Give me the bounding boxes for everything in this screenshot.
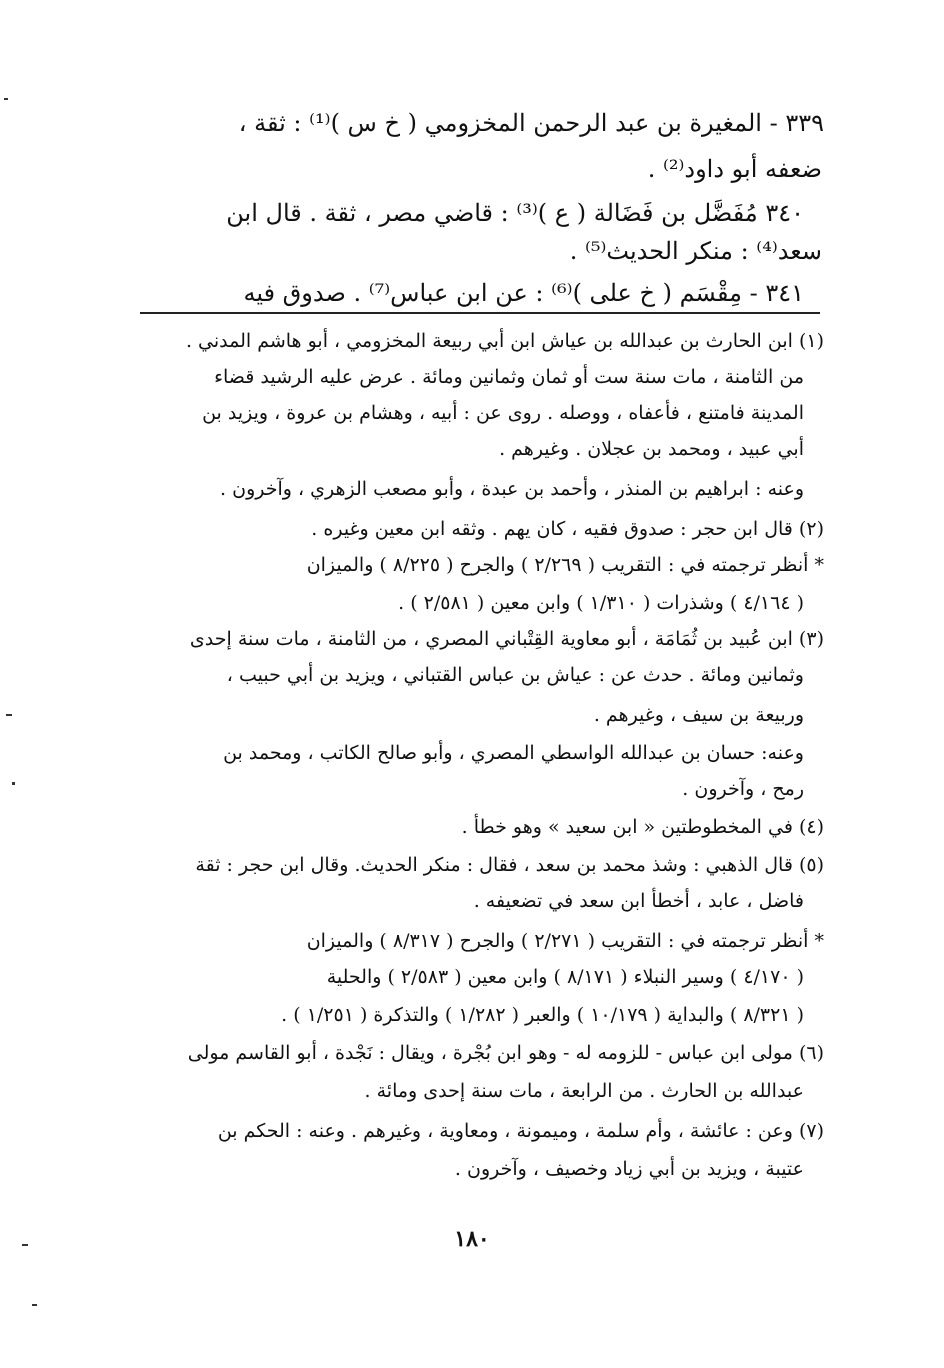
footnote-line: (٦) مولى ابن عباس - للزومه له - وهو ابن بُجْرة ، ويقال : نَجْدة ، أبو القاسم مولى [187,1042,824,1064]
scan-speck [12,782,15,785]
footnote-line: (١) ابن الحارث بن عبدالله بن عياش ابن أبي ربيعة المخزومي ، أبو هاشم المدني . [185,330,824,352]
scan-speck [32,1304,37,1306]
footnote-line: (٧) وعن : عائشة ، وأم سلمة ، وميمونة ، ومعاوية ، وغيرهم . وعنه : الحكم بن [217,1120,824,1142]
footnote-line: فاضل ، عابد ، أخطأ ابن سعد في تضعيفه . [473,890,804,912]
footnote-line: عتيبة ، ويزيد بن أبي زياد وخصيف ، وآخرون . [454,1158,804,1180]
footnote-line: (٤) في المخطوطتين « ابن سعيد » وهو خطأ . [461,816,824,838]
footnote-line: (٢) قال ابن حجر : صدوق فقيه ، كان يهم . وثقه ابن معين وغيره . [311,518,824,540]
footnote-line: رمح ، وآخرون . [682,778,804,800]
footnote-line: (٣) ابن عُبيد بن ثُمَامَة ، أبو معاوية القِتْباني المصري ، من الثامنة ، مات سنة إحدى [189,628,824,650]
entry-340-line1: ٣٤٠ مُفَضَّل بن فَضَالة ( ع )⁽³⁾ : قاضي مصر ، ثقة . قال ابن [226,199,804,227]
footnote-line: أبي عبيد ، ومحمد بن عجلان . وغيرهم . [499,438,804,460]
footnote-line: وثمانين ومائة . حدث عن : عياش بن عباس القتباني ، ويزيد بن أبي حبيب ، [226,664,804,686]
footnote-line: (٥) قال الذهبي : وشذ محمد بن سعد ، فقال : منكر الحديث. وقال ابن حجر : ثقة [195,854,824,876]
footnote-line: عبدالله بن الحارث . من الرابعة ، مات سنة إحدى ومائة . [364,1080,804,1102]
entry-339-line2: ضعفه أبو داود⁽²⁾ . [647,155,822,183]
scan-speck [22,1244,28,1246]
entry-340-line2: سعد⁽⁴⁾ : منكر الحديث⁽⁵⁾ . [569,237,822,265]
scan-speck [6,714,12,716]
footnote-line: وعنه : ابراهيم بن المنذر ، وأحمد بن عبدة ، وأبو مصعب الزهري ، وآخرون . [220,478,804,500]
footnote-line: ( ٤/١٧٠ ) وسير النبلاء ( ٨/١٧١ ) وابن معين ( ٢/٥٨٣ ) والحلية [326,966,804,988]
footnote-line: وربيعة بن سيف ، وغيرهم . [593,704,804,726]
footnote-line: ( ٨/٣٢١ ) والبداية ( ١٠/١٧٩ ) والعبر ( ١/٢٨٢ ) والتذكرة ( ١/٢٥١ ) . [281,1004,804,1026]
footnote-line: المدينة فامتنع ، فأعفاه ، ووصله . روى عن : أبيه ، وهشام بن عروة ، ويزيد بن [202,402,804,424]
entry-341-line1: ٣٤١ - مِقْسَم ( خ على )⁽⁶⁾ : عن ابن عباس⁽⁷⁾ . صدوق فيه [243,279,804,307]
footnote-line: * أنظر ترجمته في : التقريب ( ٢/٢٧١ ) والجرح ( ٨/٣١٧ ) والميزان [306,930,824,952]
entry-339-line1: ٣٣٩ - المغيرة بن عبد الرحمن المخزومي ( خ س )⁽¹⁾ : ثقة ، [238,109,824,137]
footnote-line: من الثامنة ، مات سنة ست أو ثمان وثمانين ومائة . عرض عليه الرشيد قضاء [214,366,804,388]
footnote-line: ( ٤/١٦٤ ) وشذرات ( ١/٣١٠ ) وابن معين ( ٢/٥٨١ ) . [398,592,804,614]
footnote-separator [140,312,820,314]
page-number: ١٨٠ [454,1226,490,1252]
footnote-line: * أنظر ترجمته في : التقريب ( ٢/٢٦٩ ) والجرح ( ٨/٢٢٥ ) والميزان [306,554,824,576]
footnote-line: وعنه: حسان بن عبدالله الواسطي المصري ، وأبو صالح الكاتب ، ومحمد بن [223,742,804,764]
scan-speck [4,98,8,100]
